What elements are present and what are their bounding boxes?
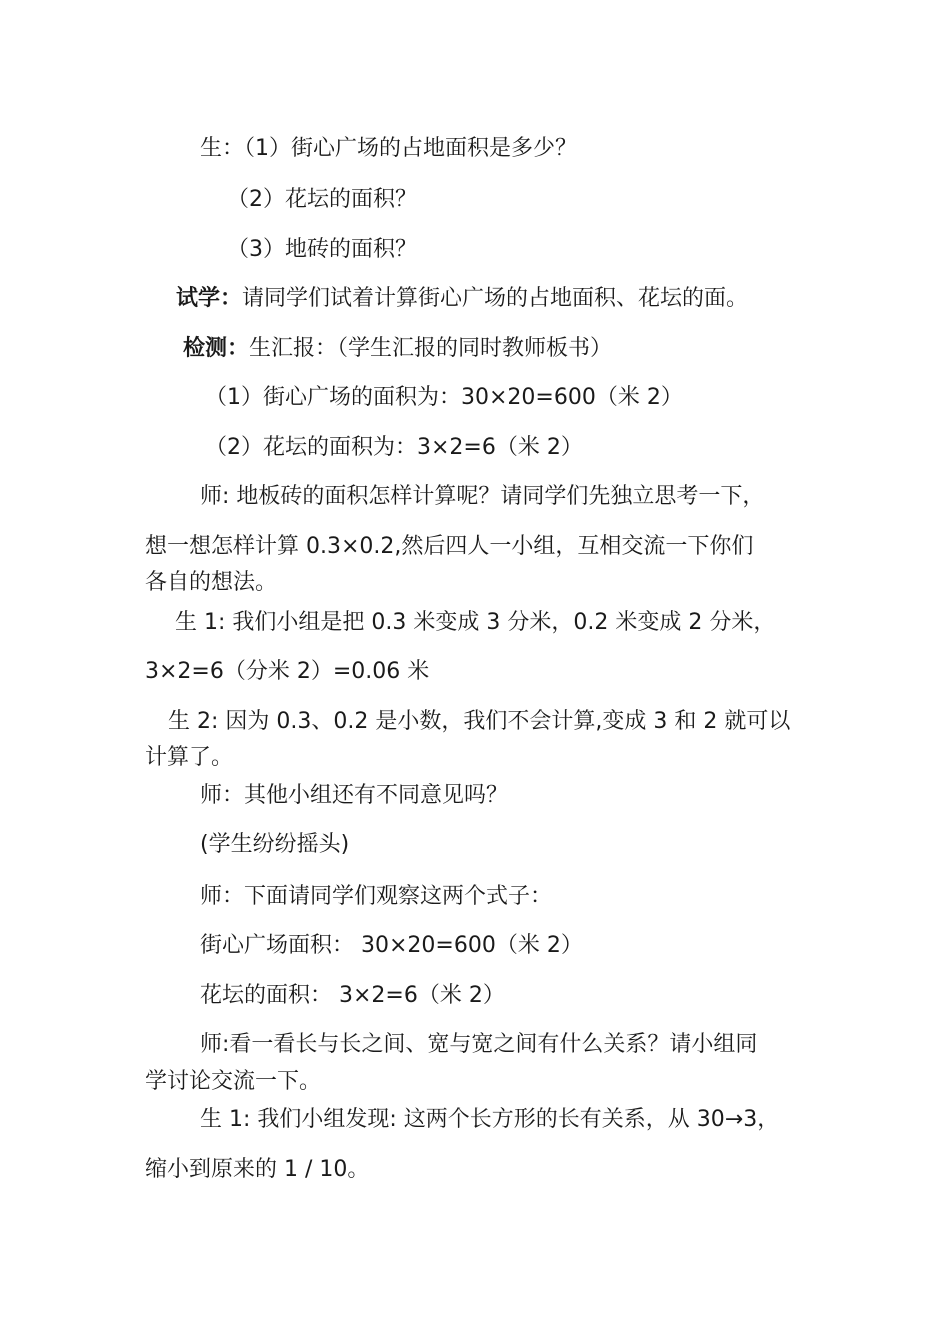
question-2: （2）花坛的面积？ [227, 187, 417, 212]
result-2: （2）花坛的面积为：3×2=6（米 2） [205, 435, 583, 460]
formula-square: 街心广场面积： 30×20=600（米 2） [200, 933, 583, 958]
try-label: 试学： [176, 286, 243, 311]
question-1: 生：（1）街心广场的占地面积是多少？ [200, 136, 577, 161]
formula-flowerbed: 花坛的面积： 3×2=6（米 2） [200, 983, 505, 1008]
students-reaction: (学生纷纷摇头) [200, 832, 350, 857]
student1-line-1: 生 1: 我们小组是把 0.3 米变成 3 分米，0.2 米变成 2 分米， [175, 610, 776, 635]
question-3: （3）地砖的面积？ [227, 237, 417, 262]
teacher-discuss-line-2: 学讨论交流一下。 [145, 1069, 322, 1094]
student1-finding-line-1: 生 1: 我们小组发现: 这两个长方形的长有关系，从 30→3， [200, 1107, 780, 1132]
student1-finding-line-2: 缩小到原来的 1 / 10。 [145, 1157, 370, 1182]
student2-line-2: 计算了。 [145, 745, 234, 770]
check-label: 检测： [183, 336, 250, 361]
teacher-question: 师：其他小组还有不同意见吗？ [200, 783, 509, 808]
teacher-observe: 师：下面请同学们观察这两个式子： [200, 884, 553, 909]
teacher-line-3: 各自的想法。 [145, 570, 278, 595]
teacher-line-2: 想一想怎样计算 0.3×0.2,然后四人一小组，互相交流一下你们 [145, 534, 754, 559]
teacher-discuss-line-1: 师:看一看长与长之间、宽与宽之间有什么关系？请小组同 [200, 1032, 758, 1057]
try-text: 请同学们试着计算街心广场的占地面积、花坛的面。 [242, 286, 749, 311]
student1-line-2: 3×2=6（分米 2）=0.06 米 [145, 659, 430, 684]
teacher-line-1: 师: 地板砖的面积怎样计算呢？请同学们先独立思考一下， [200, 484, 765, 509]
try-paragraph [176, 284, 748, 314]
check-text: 生汇报：（学生汇报的同时教师板书） [249, 336, 613, 361]
check-paragraph [183, 334, 612, 364]
student2-line-1: 生 2: 因为 0.3、0.2 是小数，我们不会计算,变成 3 和 2 就可以 [168, 709, 791, 734]
result-1: （1）街心广场的面积为：30×20=600（米 2） [205, 385, 683, 410]
